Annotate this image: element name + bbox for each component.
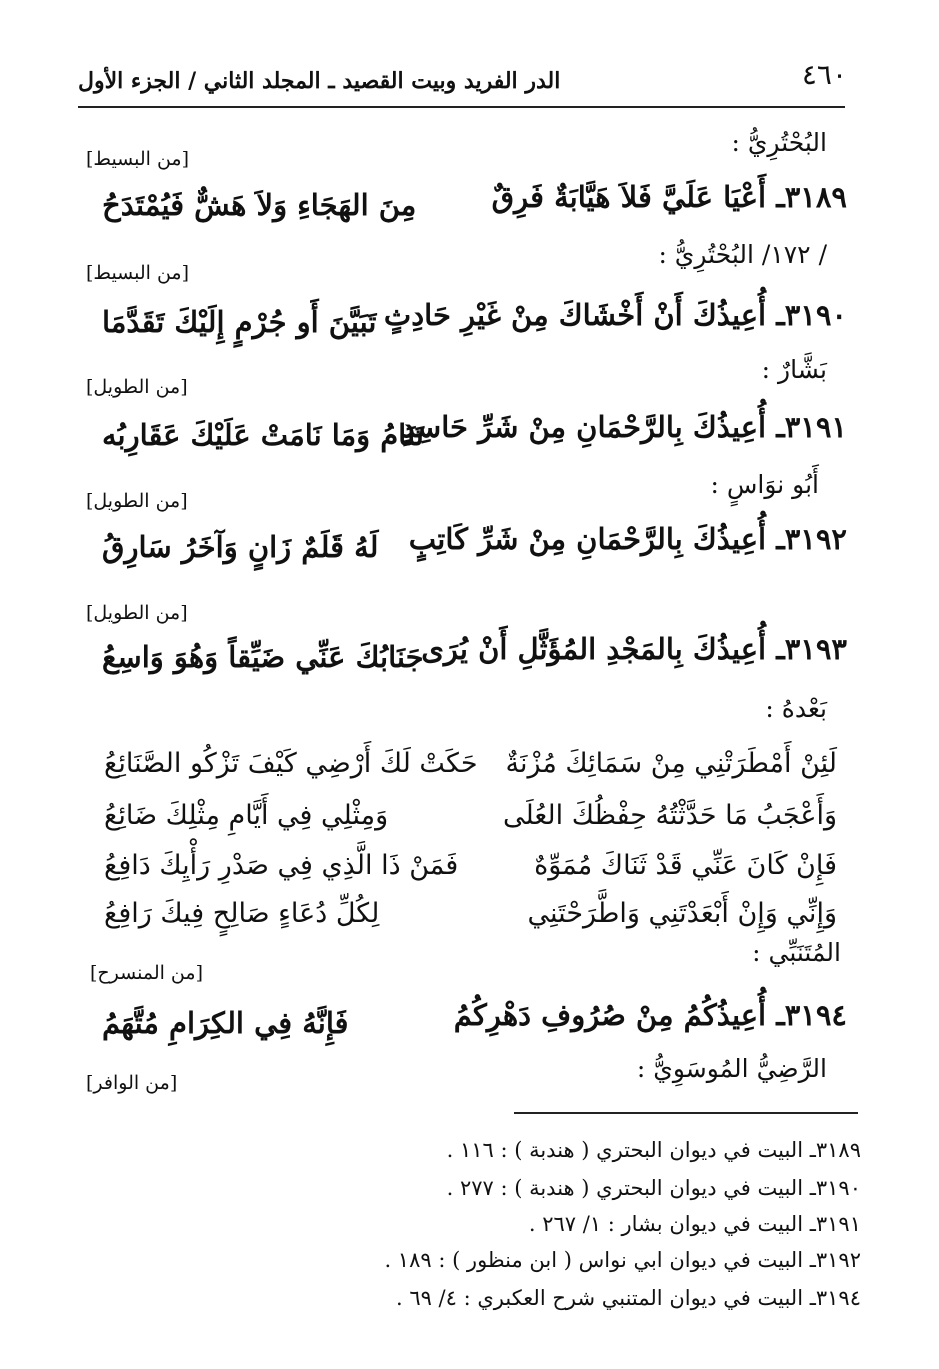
verse-second-hemistich: فَإِنَّهُ فِي الكِرَامِ مُتَّهَمُ — [102, 1006, 349, 1040]
attribution-buhturi-2: / ١٧٢/ البُحْتُرِيُّ : — [658, 240, 827, 269]
hemistich-text: أُعِيذُكَ بِالرَّحْمَانِ مِنْ شَرِّ حَاسِدٍ — [401, 410, 767, 444]
verse-first-hemistich — [402, 410, 847, 444]
verse-number: ٣١٩٤ـ — [776, 998, 847, 1032]
footnote: ٣١٩٠ـ البيت في ديوان البحتري ( هندبة ) : ٢٧٧ . — [446, 1176, 861, 1200]
hemistich-text: أُعِيذُكُمُ مِنْ صُرُوفِ دَهْرِكُمُ — [453, 998, 767, 1032]
verse-second-hemistich: تَنَامُ وَمَا نَامَتْ عَلَيْكَ عَقَارِبُه — [102, 418, 424, 452]
footnote: ٣١٩٢ـ البيت في ديوان ابي نواس ( ابن منظور ) : ١٨٩ . — [384, 1248, 861, 1272]
footnote-rule — [514, 1112, 858, 1114]
attribution-bashshar: بَشَّارٌ : — [761, 355, 827, 384]
meter-label: [من الطويل] — [86, 602, 188, 624]
meter-label: [من البسيط] — [86, 262, 190, 284]
footnote: ٣١٩٤ـ البيت في ديوان المتنبي شرح العكبري : ٤/ ٦٩ . — [395, 1286, 861, 1310]
verse-number: ٣١٨٩ـ — [776, 180, 847, 214]
meter-label: [من الطويل] — [86, 376, 188, 398]
attribution-mutanabbi: المُتَنَبِّي : — [752, 938, 841, 967]
verse-number: ٣١٩٣ـ — [776, 632, 847, 666]
verse-first-hemistich — [454, 998, 847, 1032]
continuation-label: بَعْدهُ : — [765, 694, 827, 723]
verse-number: ٣١٩٠ـ — [776, 298, 847, 332]
continuation-first-hemistich: فَإِنْ كَانَ عَنِّي قَدْ ثَنَاكَ مُمَوِّهٌ — [534, 850, 837, 881]
hemistich-text: أُعِيذُكَ أَنْ أَخْشَاكَ مِنْ غَيْرِ حَادِثٍ — [383, 298, 767, 332]
footnote: ٣١٩١ـ البيت في ديوان بشار : ١/ ٢٦٧ . — [528, 1212, 861, 1236]
verse-second-hemistich: جَنَابُكَ عَنِّي ضَيِّقاً وَهُوَ وَاسِعُ — [102, 640, 424, 674]
footnote: ٣١٨٩ـ البيت في ديوان البحتري ( هندبة ) : ١١٦ . — [446, 1138, 861, 1162]
continuation-second-hemistich: حَكَتْ لَكَ أَرْضِي كَيْفَ تَزْكُو الصَّنَائِعُ — [104, 748, 478, 779]
attribution-abu-nuwas: أَبُو نوَاسٍ : — [710, 470, 819, 499]
meter-label: [من المنسرح] — [90, 962, 203, 984]
verse-first-hemistich — [384, 298, 847, 332]
verse-second-hemistich: لَهُ قَلَمٌ زَانٍ وَآخَرُ سَارِقُ — [102, 530, 379, 564]
verse-number: ٣١٩١ـ — [776, 410, 847, 444]
verse-first-hemistich — [421, 632, 847, 666]
verse-first-hemistich — [409, 522, 847, 556]
meter-label: [من البسيط] — [86, 148, 190, 170]
attribution-buhturi: البُحْتُرِيُّ : — [731, 128, 827, 157]
meter-label: [من الوافر] — [86, 1072, 178, 1094]
continuation-second-hemistich: فَمَنْ ذَا الَّذِي فِي صَدْرِ رَأْيِكَ دَافِعُ — [104, 850, 459, 881]
verse-second-hemistich: مِنَ الهَجَاءِ وَلاَ هَشٌّ فَيُمْتَدَحُ — [102, 188, 417, 222]
continuation-second-hemistich: لِكُلِّ دُعَاءٍ صَالِحٍ فِيكَ رَافِعُ — [104, 898, 380, 929]
page-number: ٤٦٠ — [801, 58, 847, 91]
continuation-second-hemistich: وَمِثْلِي فِي أَيَّامِ مِثْلِكَ ضَائِعُ — [104, 800, 389, 831]
running-title: الدر الفريد وبيت القصيد ـ المجلد الثاني / الجزء الأول — [78, 68, 561, 94]
meter-label: [من الطويل] — [86, 490, 188, 512]
continuation-first-hemistich: لَئِنْ أَمْطَرَتْنِي مِنْ سَمَائِكَ مُزْنَةٌ — [505, 748, 837, 779]
hemistich-text: أَعْيَا عَلَيَّ فَلاَ هَيَّابَةٌ فَرِقٌ — [491, 180, 767, 214]
hemistich-text: أُعِيذُكَ بِالرَّحْمَانِ مِنْ شَرِّ كَاتِبٍ — [408, 522, 767, 556]
verse-second-hemistich: تَبَيَّنَ أَو جُرْمٍ إِلَيْكَ تَقَدَّمَا — [102, 305, 377, 339]
continuation-first-hemistich: وَإِنِّي وَإِنْ أَبْعَدْتَنِي وَاطَّرَحْتَنِي — [527, 898, 837, 929]
continuation-first-hemistich: وَأَعْجَبُ مَا حَدَّثْتُهُ حِفْظُكَ العُلَى — [502, 800, 837, 831]
verse-number: ٣١٩٢ـ — [776, 522, 847, 556]
header-rule — [78, 106, 845, 108]
verse-first-hemistich — [492, 180, 847, 214]
hemistich-text: أُعِيذُكَ بِالمَجْدِ المُؤَثَّلِ أَنْ يُرَى — [421, 632, 767, 666]
attribution-radi-musawi: الرَّضِيُّ المُوسَوِيُّ : — [636, 1054, 827, 1083]
